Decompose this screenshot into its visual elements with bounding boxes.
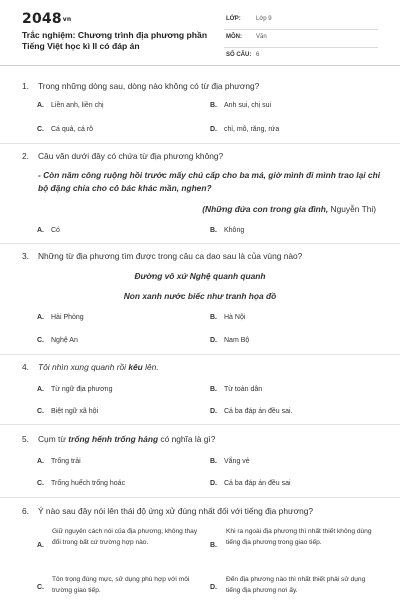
answer-option[interactable]: A. Từ ngữ địa phương <box>37 386 113 393</box>
meta-label: LỚP: <box>226 16 241 22</box>
answer-option[interactable]: A. Có <box>37 227 60 234</box>
meta-label: MÔN: <box>226 34 242 40</box>
answer-option[interactable]: C. Trống huếch trống hoác <box>37 480 126 487</box>
meta-info <box>224 13 378 67</box>
page-title: Trắc nghiệm: Chương trình địa phương phần Tiếng Việt học kì II có đáp án <box>22 30 208 51</box>
poem-line: Non xanh nước biếc như tranh họa đồ <box>123 291 277 301</box>
answer-option[interactable]: B. Hà Nội <box>210 314 246 321</box>
meta-value: 6 <box>256 52 260 58</box>
meta-value: Lớp 9 <box>256 16 272 22</box>
answer-option[interactable]: C. Nghệ An <box>37 337 78 344</box>
answer-option[interactable]: A. Trống trải <box>37 458 81 465</box>
answer-option[interactable]: D. Nam Bộ <box>210 337 250 344</box>
question-text: 2. Câu văn dưới đây có chứa từ địa phương không? <box>22 151 224 161</box>
divider <box>0 424 400 425</box>
meta-value: Văn <box>256 34 267 40</box>
site-logo[interactable]: 2048vn <box>22 11 72 27</box>
answer-option[interactable]: D. chỉ, mô, răng, rứa <box>210 126 280 133</box>
question-text: 5. Cụm từ trống hếnh trống hảng có nghĩa là gì? <box>22 434 216 444</box>
meta-row-subject <box>224 31 378 48</box>
divider <box>0 354 400 355</box>
answer-option[interactable]: B. Vắng vẻ <box>210 458 250 465</box>
divider <box>0 497 400 498</box>
divider <box>0 243 400 244</box>
answer-option[interactable]: B. Anh sui, chị sui <box>210 102 272 109</box>
answer-option[interactable]: C. Cá quả, cá rô <box>37 126 94 133</box>
answer-option[interactable]: A. Liền anh, liền chị <box>37 102 104 109</box>
answer-option[interactable]: C. Biệt ngữ xã hội <box>37 408 99 415</box>
answer-option[interactable]: A. Hải Phòng <box>37 314 84 321</box>
question-text: 1. Trong những dòng sau, dòng nào không có từ địa phương? <box>22 81 260 91</box>
poem-line: Đường vô xứ Nghệ quanh quanh <box>134 271 266 281</box>
quote-source: (Những đứa con trong gia đình, Nguyễn Thi) <box>202 204 376 214</box>
page-header <box>0 0 400 64</box>
header-divider <box>0 65 400 66</box>
meta-label: SỐ CÂU: <box>226 52 252 58</box>
answer-option[interactable]: D. Cả ba đáp án đều sai <box>210 480 291 487</box>
answer-option[interactable]: D. Cả ba đáp án đều sai. <box>210 408 293 415</box>
question-text: 6. Ý nào sau đây nói lên thái độ ứng xử đúng nhất đối với tiếng địa phương? <box>22 506 314 516</box>
quote-text: - Còn năm công ruộng hồi trước mấy chú cấp cho ba má, giờ mình đi mình trao lại chi bộ đặng chia cho cô bác khác mần, nghen? <box>38 170 381 193</box>
divider <box>0 143 400 144</box>
answer-option[interactable]: B. Không <box>210 227 245 234</box>
question-text: 3. Những từ địa phương tìm được trong câu ca dao sau là của vùng nào? <box>22 251 303 261</box>
answer-option[interactable]: B. Từ toàn dân <box>210 386 263 393</box>
question-text: 4. Tôi nhìn xung quanh rồi kêu lên. <box>22 362 159 372</box>
meta-row-class <box>224 13 378 30</box>
meta-row-count <box>224 49 378 66</box>
